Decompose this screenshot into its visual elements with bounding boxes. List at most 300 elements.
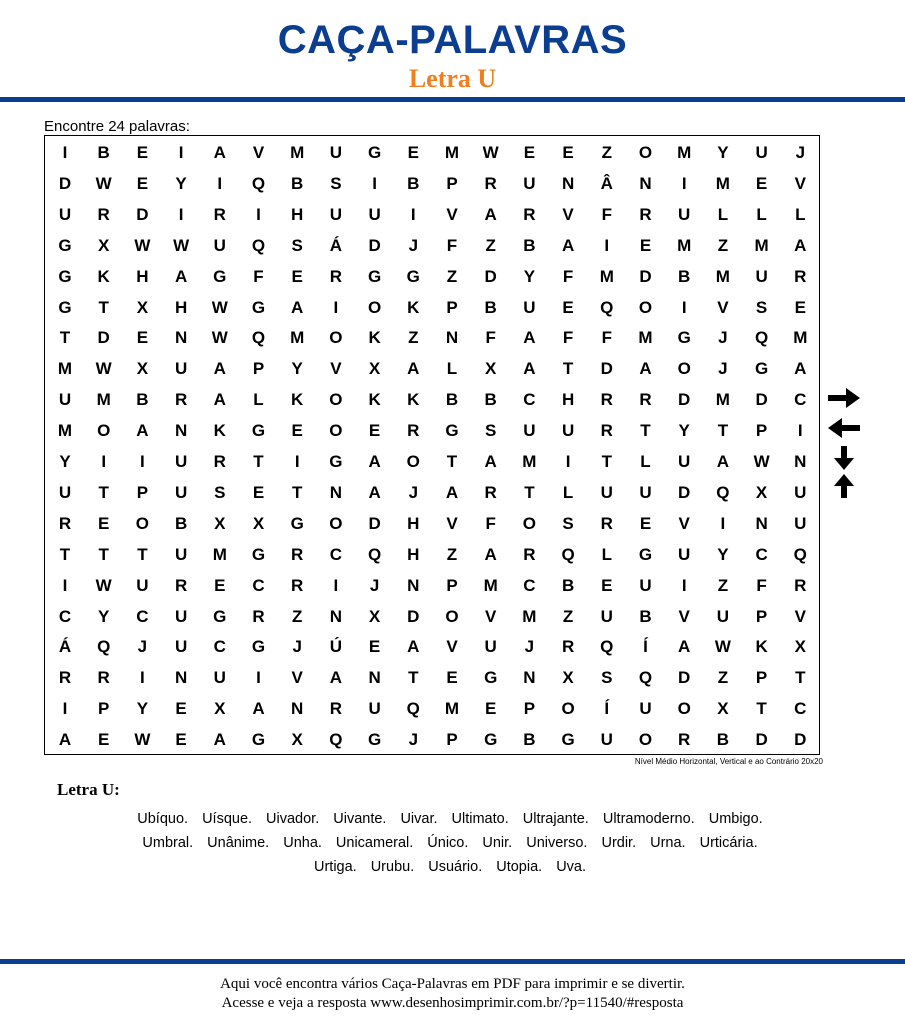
grid-letter: S	[214, 482, 226, 502]
grid-letter: Z	[446, 266, 458, 286]
grid-letter: X	[252, 513, 265, 533]
grid-letter: Â	[600, 173, 613, 193]
grid-letter: O	[638, 297, 653, 317]
grid-letter: C	[523, 575, 536, 595]
grid-letter: X	[485, 359, 497, 379]
grid-letter: S	[755, 297, 768, 317]
grid-letter: B	[136, 390, 149, 410]
grid-letter: Y	[175, 173, 187, 193]
grid-letter: Ú	[329, 637, 343, 657]
grid-letter: I	[62, 143, 68, 162]
grid-letter: W	[95, 575, 112, 595]
grid-row	[45, 262, 819, 292]
grid-letter: R	[484, 482, 497, 502]
grid-letter: T	[640, 421, 651, 441]
grid-letter: O	[135, 513, 149, 533]
grid-letter: X	[98, 235, 110, 255]
word-item: Unir.	[482, 835, 513, 851]
grid-letter: R	[561, 637, 575, 657]
grid-letter: A	[213, 143, 226, 162]
grid-letter: F	[756, 575, 767, 595]
grid-row	[45, 540, 819, 570]
grid-letter: O	[97, 421, 111, 441]
grid-letter: A	[523, 328, 536, 348]
grid-letter: R	[174, 390, 188, 410]
grid-letter: U	[329, 204, 343, 224]
grid-letter: O	[329, 421, 343, 441]
grid-letter: E	[98, 730, 110, 750]
grid-letter: P	[446, 575, 458, 595]
grid-letter: T	[137, 544, 148, 564]
grid-letter: E	[562, 143, 574, 162]
grid-letter: T	[524, 482, 535, 502]
grid-letter: W	[95, 359, 112, 379]
grid-letter: I	[62, 575, 68, 595]
grid-letter: D	[755, 390, 768, 410]
grid-row	[45, 385, 819, 415]
grid-letter: V	[330, 359, 342, 379]
grid-letter: E	[639, 235, 652, 255]
grid-letter: Y	[59, 452, 71, 471]
grid-letter: O	[406, 452, 420, 471]
grid-letter: I	[217, 173, 223, 193]
grid-letter: G	[638, 544, 653, 564]
grid-letter: Z	[562, 606, 574, 626]
word-item: Único.	[427, 835, 469, 851]
grid-letter: V	[446, 513, 458, 533]
grid-letter: J	[524, 637, 535, 657]
grid-letter: Y	[717, 143, 729, 162]
grid-letter: R	[291, 544, 304, 564]
grid-letter: Á	[58, 637, 72, 657]
grid-letter: T	[795, 668, 806, 688]
word-item: Urtiga.	[313, 859, 357, 875]
grid-letter: W	[173, 235, 190, 255]
grid-letter: M	[599, 266, 614, 286]
word-item: Usuário.	[428, 859, 483, 875]
grid-letter: N	[523, 668, 536, 688]
grid-letter: S	[601, 668, 613, 688]
word-item: Umbigo.	[708, 811, 763, 827]
word-item: Unicameral.	[335, 835, 414, 851]
grid-letter: A	[368, 482, 381, 502]
grid-letter: V	[446, 204, 458, 224]
grid-letter: A	[484, 544, 497, 564]
grid-letter: M	[715, 390, 730, 410]
grid-letter: D	[600, 359, 613, 379]
grid-letter: G	[561, 730, 575, 750]
word-item: Uva.	[556, 859, 587, 875]
grid-letter: K	[755, 637, 768, 657]
grid-letter: P	[755, 606, 768, 626]
grid-letter: D	[368, 513, 381, 533]
grid-letter: R	[523, 204, 536, 224]
grid-letter: U	[639, 482, 652, 502]
grid-letter: Í	[604, 699, 610, 719]
word-item: Urticária.	[699, 835, 758, 851]
grid-letter: E	[368, 637, 381, 657]
grid-letter: U	[484, 637, 497, 657]
grid-letter: W	[482, 143, 499, 162]
grid-letter: G	[484, 730, 498, 750]
grid-letter: S	[485, 421, 497, 441]
grid-letter: J	[718, 359, 728, 379]
grid-letter: I	[333, 297, 339, 317]
grid-letter: U	[58, 390, 72, 410]
grid-letter: U	[755, 143, 768, 162]
grid-letter: U	[523, 297, 536, 317]
grid-letter: E	[562, 297, 574, 317]
grid-letter: E	[175, 730, 187, 750]
grid-letter: A	[523, 359, 536, 379]
grid-letter: O	[522, 513, 536, 533]
grid-letter: G	[251, 637, 266, 657]
grid-letter: R	[97, 668, 110, 688]
grid-row	[45, 138, 819, 168]
grid-letter: W	[134, 730, 151, 750]
grid-row	[45, 169, 819, 199]
grid-letter: M	[638, 328, 653, 348]
word-item: Urna.	[650, 835, 686, 851]
grid-letter: E	[755, 173, 768, 193]
grid-letter: O	[329, 390, 343, 410]
grid-letter: M	[212, 544, 227, 564]
grid-letter: L	[640, 452, 651, 471]
grid-letter: L	[795, 204, 806, 224]
grid-letter: J	[408, 235, 419, 255]
grid-letter: U	[600, 606, 613, 626]
grid-letter: I	[101, 452, 107, 471]
grid-letter: S	[562, 513, 574, 533]
grid-letter: M	[444, 143, 460, 162]
grid-letter: M	[96, 390, 111, 410]
word-search-grid	[44, 135, 820, 755]
grid-letter: M	[715, 173, 730, 193]
grid-letter: O	[329, 513, 343, 533]
grid-letter: G	[213, 606, 227, 626]
grid-row	[45, 416, 819, 446]
grid-letter: F	[485, 328, 496, 348]
word-item: Umbral.	[142, 835, 194, 851]
grid-letter: U	[58, 204, 72, 224]
grid-letter: H	[136, 266, 149, 286]
grid-row	[45, 632, 819, 662]
grid-letter: G	[367, 266, 382, 286]
grid-letter: P	[136, 482, 149, 502]
grid-letter: D	[794, 730, 807, 750]
grid-letter: I	[178, 204, 184, 224]
grid-letter: G	[251, 297, 266, 317]
grid-letter: P	[252, 359, 265, 379]
grid-letter: U	[639, 699, 652, 719]
grid-letter: Q	[561, 544, 575, 564]
grid-letter: P	[446, 730, 458, 750]
grid-letter: Z	[717, 235, 729, 255]
word-item: Uivador.	[266, 811, 320, 827]
grid-letter: E	[214, 575, 226, 595]
grid-letter: H	[407, 544, 420, 564]
grid-letter: M	[522, 606, 537, 626]
grid-letter: I	[62, 699, 68, 719]
arrow-down-icon	[828, 446, 860, 470]
grid-letter: A	[368, 452, 381, 471]
grid-letter: Q	[251, 235, 266, 255]
grid-letter: Q	[754, 328, 769, 348]
grid-letter: I	[681, 575, 687, 595]
grid-letter: C	[755, 544, 768, 564]
grid-letter: D	[97, 328, 110, 348]
grid-letter: J	[137, 637, 148, 657]
word-item: Unha.	[283, 835, 322, 851]
grid-letter: Y	[523, 266, 536, 286]
word-item: Uivar.	[400, 811, 438, 827]
grid-letter: B	[97, 143, 110, 162]
grid-letter: M	[57, 421, 73, 441]
grid-letter: T	[446, 452, 458, 471]
grid-letter: M	[290, 328, 305, 348]
grid-letter: G	[329, 452, 343, 471]
grid-letter: Q	[638, 668, 653, 688]
grid-letter: L	[446, 359, 458, 379]
grid-letter: R	[329, 266, 343, 286]
word-item: Uivante.	[333, 811, 387, 827]
grid-letter: A	[136, 421, 149, 441]
grid-letter: Q	[716, 482, 730, 502]
grid-letter: E	[136, 173, 149, 193]
grid-letter: A	[252, 699, 265, 719]
grid-letter: T	[408, 668, 419, 688]
grid-letter: B	[445, 390, 459, 410]
grid-letter: D	[407, 606, 420, 626]
grid-letter: U	[794, 482, 807, 502]
grid-letter: J	[408, 730, 419, 750]
grid-letter: X	[717, 699, 729, 719]
grid-letter: K	[368, 390, 381, 410]
grid-letter: D	[678, 482, 691, 502]
grid-letter: F	[562, 266, 574, 286]
grid-row	[45, 509, 819, 539]
grid-letter: M	[793, 328, 808, 348]
word-item: Unânime.	[207, 835, 270, 851]
grid-letter: Z	[717, 668, 729, 688]
grid-row	[45, 293, 819, 323]
grid-row	[45, 571, 819, 601]
grid-letter: U	[174, 482, 188, 502]
grid-letter: Í	[643, 637, 648, 657]
grid-letter: E	[407, 143, 419, 162]
grid-letter: J	[795, 143, 806, 162]
grid-letter: K	[368, 328, 381, 348]
grid-letter: U	[523, 421, 536, 441]
word-item: Utopia.	[496, 859, 543, 875]
grid-row	[45, 725, 819, 755]
grid-letter: B	[174, 513, 188, 533]
grid-letter: Z	[408, 328, 419, 348]
grid-letter: A	[58, 730, 72, 750]
grid-letter: E	[485, 699, 497, 719]
grid-letter: T	[756, 699, 767, 719]
grid-letter: Z	[446, 544, 458, 564]
grid-letter: X	[368, 606, 381, 626]
grid-letter: N	[291, 699, 304, 719]
grid-letter: I	[720, 513, 726, 533]
grid-letter: T	[59, 544, 71, 564]
grid-letter: A	[484, 452, 497, 471]
grid-letter: X	[794, 637, 806, 657]
grid-letter: I	[797, 421, 803, 441]
grid-letter: D	[755, 730, 768, 750]
grid-letter: R	[329, 699, 343, 719]
page-subtitle: Letra U	[408, 64, 497, 93]
grid-letter: U	[58, 482, 72, 502]
grid-letter: V	[252, 143, 265, 162]
grid-letter: N	[407, 575, 420, 595]
grid-letter: R	[600, 513, 613, 533]
grid-letter: G	[251, 421, 266, 441]
grid-letter: E	[291, 266, 303, 286]
grid-row	[45, 663, 819, 693]
grid-letter: H	[407, 513, 420, 533]
instruction-text: Encontre 24 palavras:	[44, 118, 190, 135]
grid-letter: Y	[291, 359, 303, 379]
grid-letter: B	[523, 235, 536, 255]
grid-letter: U	[213, 235, 226, 255]
grid-letter: N	[368, 668, 381, 688]
grid-letter: W	[95, 173, 112, 193]
grid-letter: M	[522, 452, 537, 471]
grid-letter: V	[485, 606, 497, 626]
grid-letter: B	[291, 173, 304, 193]
grid-letter: J	[369, 575, 380, 595]
grid-letter: C	[794, 390, 807, 410]
grid-letter: U	[755, 266, 768, 286]
grid-letter: R	[213, 452, 226, 471]
grid-letter: R	[639, 204, 652, 224]
grid-letter: R	[484, 173, 497, 193]
grid-row	[45, 231, 819, 261]
grid-letter: E	[523, 143, 536, 162]
grid-letter: T	[601, 452, 612, 471]
grid-letter: G	[406, 266, 420, 286]
grid-letter: A	[213, 730, 226, 750]
grid-row	[45, 200, 819, 230]
grid-letter: G	[445, 421, 459, 441]
grid-letter: C	[329, 544, 343, 564]
grid-letter: I	[681, 297, 687, 317]
grid-letter: Q	[600, 637, 614, 657]
grid-letter: X	[755, 482, 768, 502]
grid-letter: K	[213, 421, 226, 441]
grid-letter: U	[368, 204, 381, 224]
grid-letter: B	[523, 730, 536, 750]
grid-letter: Q	[329, 730, 343, 750]
grid-letter: O	[677, 359, 691, 379]
grid-letter: F	[485, 513, 496, 533]
grid-letter: P	[446, 173, 458, 193]
grid-row	[45, 602, 819, 632]
grid-letter: S	[291, 235, 303, 255]
grid-letter: O	[677, 699, 691, 719]
grid-letter: I	[333, 575, 339, 595]
grid-letter: B	[678, 266, 691, 286]
grid-letter: P	[446, 297, 458, 317]
grid-letter: I	[140, 452, 145, 471]
grid-letter: Y	[98, 606, 110, 626]
grid-letter: D	[678, 668, 691, 688]
grid-letter: P	[523, 699, 536, 719]
grid-letter: H	[174, 297, 188, 317]
grid-letter: X	[562, 668, 574, 688]
grid-letter: N	[445, 328, 459, 348]
word-item: Ubíquo.	[137, 811, 189, 827]
arrow-right-icon	[828, 386, 860, 410]
grid-letter: G	[58, 266, 72, 286]
grid-letter: U	[329, 143, 343, 162]
word-item: Urdir.	[601, 835, 637, 851]
grid-letter: B	[639, 606, 652, 626]
grid-letter: B	[561, 575, 575, 595]
grid-letter: V	[291, 668, 303, 688]
grid-letter: V	[446, 637, 458, 657]
grid-letter: C	[213, 637, 226, 657]
grid-letter: U	[174, 452, 188, 471]
grid-letter: C	[252, 575, 265, 595]
grid-letter: V	[562, 204, 574, 224]
grid-letter: I	[140, 668, 145, 688]
word-item: Urubu.	[370, 859, 415, 875]
grid-letter: Q	[793, 544, 807, 564]
grid-letter: H	[291, 204, 304, 224]
grid-letter: R	[678, 730, 691, 750]
word-item: Ultimato.	[451, 811, 509, 827]
grid-letter: O	[638, 730, 653, 750]
grid-letter: E	[175, 699, 187, 719]
grid-letter: G	[484, 668, 498, 688]
grid-letter: G	[58, 297, 72, 317]
grid-letter: U	[136, 575, 149, 595]
grid-letter: F	[601, 204, 612, 224]
grid-letter: K	[407, 390, 420, 410]
grid-letter: O	[638, 143, 653, 162]
grid-letter: D	[136, 204, 149, 224]
grid-row	[45, 447, 819, 477]
grid-letter: T	[98, 544, 109, 564]
grid-letter: J	[718, 328, 728, 348]
grid-letter: R	[794, 575, 807, 595]
grid-letter: E	[368, 421, 381, 441]
grid-letter: T	[562, 359, 574, 379]
grid-letter: N	[329, 482, 343, 502]
grid-letter: U	[678, 452, 691, 471]
grid-letter: G	[677, 328, 691, 348]
grid-letter: Q	[251, 173, 266, 193]
grid-letter: C	[794, 699, 807, 719]
grid-letter: R	[252, 606, 265, 626]
grid-letter: D	[484, 266, 497, 286]
grid-letter: J	[292, 637, 302, 657]
grid-letter: T	[717, 421, 729, 441]
grid-letter: R	[600, 390, 613, 410]
word-item: Ultrajante.	[522, 811, 589, 827]
grid-letter: Q	[251, 328, 266, 348]
grid-letter: E	[794, 297, 806, 317]
grid-row	[45, 478, 819, 508]
grid-letter: G	[367, 143, 382, 162]
grid-letter: M	[483, 575, 498, 595]
grid-letter: X	[214, 513, 226, 533]
grid-letter: K	[291, 390, 304, 410]
grid-letter: G	[754, 359, 769, 379]
